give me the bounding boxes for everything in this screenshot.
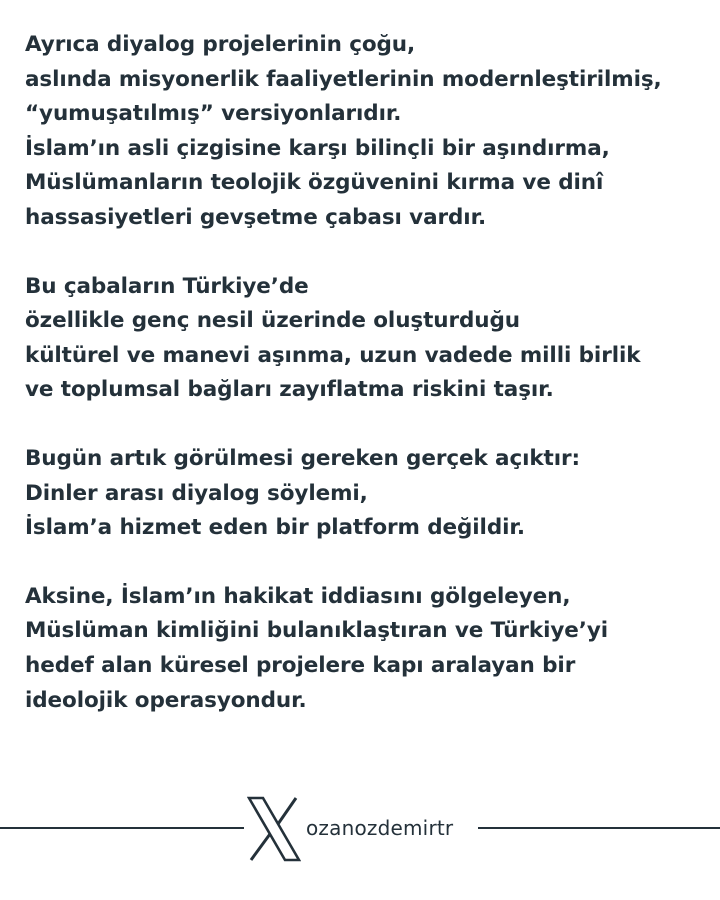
text-line: İslam’a hizmet eden bir platform değildir. bbox=[25, 515, 525, 541]
text-line: Müslümanların teolojik özgüvenini kırma ve dinî bbox=[25, 170, 604, 196]
paragraph-3 bbox=[25, 442, 715, 546]
text-line: hedef alan küresel projelere kapı aralayan bir bbox=[25, 652, 576, 678]
text-line: aslında misyonerlik faaliyetlerinin modernleştirilmiş, bbox=[25, 66, 662, 92]
divider-right bbox=[478, 827, 720, 829]
text-line: Ayrıca diyalog projelerinin çoğu, bbox=[25, 32, 416, 57]
x-logo-icon bbox=[247, 794, 301, 864]
text-line: Müslüman kimliğini bulanıklaştıran ve Türkiye’yi bbox=[25, 618, 609, 644]
text-line: ideolojik operasyondur. bbox=[25, 687, 307, 713]
text-line: kültürel ve manevi aşınma, uzun vadede milli birlik bbox=[25, 342, 641, 368]
text-line: Bu çabaların Türkiye’de bbox=[25, 273, 309, 299]
signature-footer bbox=[0, 790, 720, 870]
text-line: Bugün artık görülmesi gereken gerçek açıktır: bbox=[25, 445, 581, 471]
article-body bbox=[25, 28, 715, 752]
paragraph-4 bbox=[25, 580, 715, 718]
text-line: Aksine, İslam’ın hakikat iddiasını gölgeleyen, bbox=[25, 583, 571, 609]
paragraph-1 bbox=[25, 28, 715, 236]
text-line: ve toplumsal bağları zayıflatma riskini taşır. bbox=[25, 377, 554, 403]
text-line: özellikle genç nesil üzerinde oluşturduğu bbox=[25, 308, 520, 334]
text-line: “yumuşatılmış” versiyonlarıdır. bbox=[25, 101, 402, 127]
text-line: hassasiyetleri gevşetme çabası vardır. bbox=[25, 204, 487, 230]
divider-left bbox=[0, 827, 244, 829]
social-handle: ozanozdemirtr bbox=[306, 816, 454, 840]
text-line: Dinler arası diyalog söylemi, bbox=[25, 480, 368, 506]
text-line: İslam’ın asli çizgisine karşı bilinçli bir aşındırma, bbox=[25, 135, 610, 161]
paragraph-2 bbox=[25, 270, 715, 408]
